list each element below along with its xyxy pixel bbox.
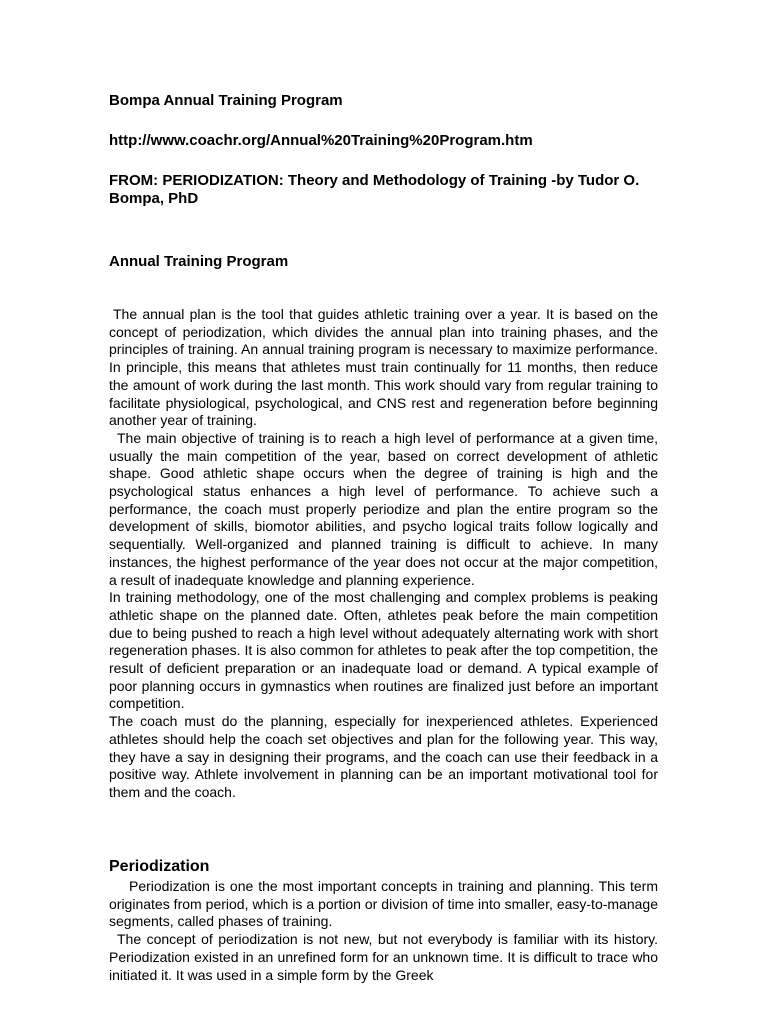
- paragraph: Periodization is one the most important concepts in training and planning. This term originates from period, which is a portion or division of time into smaller, easy-to-manage segments, called phases of training.: [109, 878, 658, 930]
- section-body-periodization: [109, 878, 658, 984]
- section-heading-annual-training-program: Annual Training Program: [109, 253, 289, 270]
- paragraph: The coach must do the planning, especially for inexperienced athletes. Experienced athletes should help the coach set objectives and plan for the following year. This way, they have a say in designing their programs, and the coach can use their feedback in a positive way. Athlete involvement in planning can be an important motivational tool for them and the coach.: [109, 713, 658, 800]
- section-body-annual-training-program: [109, 306, 658, 802]
- paragraph: In training methodology, one of the most challenging and complex problems is peaking athletic shape on the planned date. Often, athletes peak before the main competition due to being pushed to reach a high level without adequately alternating work with short regeneration phases. It is also common for athletes to peak after the top competition, the result of deficient preparation or an inadequate load or demand. A typical example of poor planning occurs in gymnastics when routines are finalized just before an important competition.: [109, 589, 658, 712]
- source-url: http://www.coachr.org/Annual%20Training%20Program.htm: [109, 132, 533, 149]
- document-title: Bompa Annual Training Program: [109, 92, 343, 109]
- paragraph: The main objective of training is to reach a high level of performance at a given time, usually the main competition of the year, based on correct development of athletic shape. Good athletic shape occurs when the degree of training is high and the psychological status enhances a high level of performance. To achieve such a performance, the coach must properly periodize and plan the entire program so the development of skills, biomotor abilities, and psycho logical traits follow logically and sequentially. Well-organized and planned training is difficult to achieve. In many instances, the highest performance of the year does not occur at the major competition, a result of inadequate knowledge and planning experience.: [109, 429, 658, 588]
- section-heading-periodization: Periodization: [109, 858, 210, 875]
- source-citation: FROM: PERIODIZATION: Theory and Methodology of Training -by Tudor O. Bompa, PhD: [109, 172, 640, 207]
- paragraph: The concept of periodization is not new, but not everybody is familiar with its history. Periodization existed in an unrefined form for an unknown time. It is difficult to trace who initiated it. It was used in a simple form by the Greek: [109, 931, 658, 983]
- paragraph: The annual plan is the tool that guides athletic training over a year. It is based on the concept of periodization, which divides the annual plan into training phases, and the principles of training. An annual training program is necessary to maximize performance. In principle, this means that athletes must train continually for 11 months, then reduce the amount of work during the last month. This work should vary from regular training to facilitate physiological, psychological, and CNS rest and regeneration before beginning another year of training.: [109, 306, 658, 429]
